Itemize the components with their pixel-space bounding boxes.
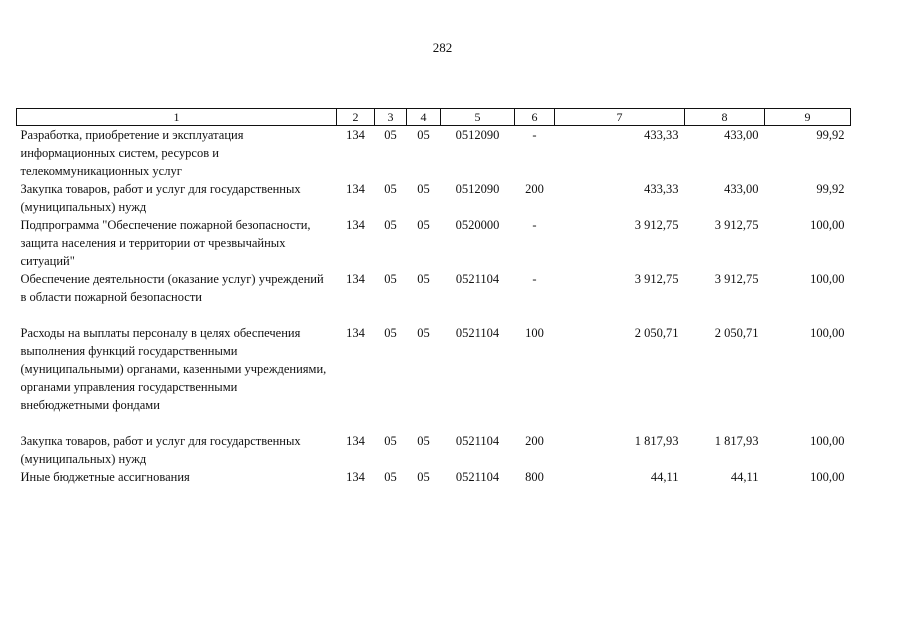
row-target-article: 0512090 — [455, 182, 500, 196]
row-subsection: 05 — [417, 470, 430, 484]
row-section: 05 — [384, 470, 397, 484]
row-target-article: 0521104 — [455, 470, 500, 484]
row-name: Разработка, приобретение и эксплуатация информационных систем, ресурсов и телекоммуникационных услуг — [20, 128, 244, 178]
row-plan-amount: 3 912,75 — [634, 218, 679, 232]
row-section: 05 — [384, 326, 397, 340]
row-percent: 100,00 — [810, 218, 845, 232]
row-name: Подпрограмма "Обеспечение пожарной безопасности, защита населения и территории от чрезвычайных ситуаций" — [20, 218, 311, 268]
table-row — [17, 270, 851, 306]
row-section: 05 — [384, 182, 397, 196]
row-expense-type: 100 — [525, 326, 544, 340]
row-actual-amount: 433,00 — [724, 182, 759, 196]
row-plan-amount: 433,33 — [644, 182, 679, 196]
row-section: 05 — [384, 272, 397, 286]
row-percent: 100,00 — [810, 272, 845, 286]
row-section: 05 — [384, 218, 397, 232]
row-target-article: 0521104 — [455, 326, 500, 340]
row-code-admin: 134 — [346, 128, 365, 142]
row-actual-amount: 2 050,71 — [714, 326, 759, 340]
row-percent: 100,00 — [810, 326, 845, 340]
row-expense-type: 800 — [525, 470, 544, 484]
row-code-admin: 134 — [346, 182, 365, 196]
column-header-9: 9 — [765, 109, 851, 126]
row-subsection: 05 — [417, 218, 430, 232]
row-subsection: 05 — [417, 128, 430, 142]
table-row — [17, 216, 851, 270]
row-section: 05 — [384, 128, 397, 142]
table-row — [17, 324, 851, 414]
row-actual-amount: 1 817,93 — [714, 434, 759, 448]
row-code-admin: 134 — [346, 272, 365, 286]
row-target-article: 0512090 — [455, 128, 500, 142]
row-percent: 99,92 — [816, 128, 845, 142]
row-percent: 99,92 — [816, 182, 845, 196]
row-percent: 100,00 — [810, 434, 845, 448]
row-percent: 100,00 — [810, 470, 845, 484]
row-code-admin: 134 — [346, 218, 365, 232]
row-spacer — [17, 414, 851, 432]
row-name: Закупка товаров, работ и услуг для государственных (муниципальных) нужд — [20, 182, 301, 214]
row-subsection: 05 — [417, 326, 430, 340]
row-expense-type: - — [532, 272, 537, 286]
row-target-article: 0520000 — [455, 218, 500, 232]
column-header-2: 2 — [337, 109, 375, 126]
row-plan-amount: 1 817,93 — [634, 434, 679, 448]
budget-table — [16, 108, 851, 486]
row-name: Расходы на выплаты персоналу в целях обеспечения выполнения функций государственными (муниципальными) органами, казенными учреждениями, органами управления государственными внебюджетными фондами — [20, 326, 327, 412]
row-section: 05 — [384, 434, 397, 448]
row-plan-amount: 433,33 — [644, 128, 679, 142]
row-plan-amount: 2 050,71 — [634, 326, 679, 340]
column-header-6: 6 — [515, 109, 555, 126]
row-target-article: 0521104 — [455, 272, 500, 286]
column-header-7: 7 — [555, 109, 685, 126]
row-target-article: 0521104 — [455, 434, 500, 448]
column-header-8: 8 — [685, 109, 765, 126]
row-expense-type: - — [532, 128, 537, 142]
column-header-5: 5 — [441, 109, 515, 126]
column-header-3: 3 — [375, 109, 407, 126]
row-expense-type: 200 — [525, 182, 544, 196]
row-actual-amount: 433,00 — [724, 128, 759, 142]
row-code-admin: 134 — [346, 434, 365, 448]
row-plan-amount: 3 912,75 — [634, 272, 679, 286]
row-code-admin: 134 — [346, 470, 365, 484]
column-header-4: 4 — [407, 109, 441, 126]
table-row — [17, 126, 851, 181]
row-subsection: 05 — [417, 182, 430, 196]
row-code-admin: 134 — [346, 326, 365, 340]
table-header-row — [17, 109, 851, 126]
row-actual-amount: 3 912,75 — [714, 218, 759, 232]
row-name: Иные бюджетные ассигнования — [20, 470, 190, 484]
page-number: 282 — [432, 40, 453, 55]
row-subsection: 05 — [417, 434, 430, 448]
row-expense-type: - — [532, 218, 537, 232]
row-name: Закупка товаров, работ и услуг для государственных (муниципальных) нужд — [20, 434, 301, 466]
row-actual-amount: 44,11 — [730, 470, 759, 484]
table-row — [17, 468, 851, 486]
table-row — [17, 432, 851, 468]
row-plan-amount: 44,11 — [650, 470, 679, 484]
row-name: Обеспечение деятельности (оказание услуг) учреждений в области пожарной безопасности — [20, 272, 324, 304]
row-subsection: 05 — [417, 272, 430, 286]
row-actual-amount: 3 912,75 — [714, 272, 759, 286]
table-row — [17, 180, 851, 216]
row-expense-type: 200 — [525, 434, 544, 448]
row-spacer — [17, 306, 851, 324]
column-header-1: 1 — [17, 109, 337, 126]
